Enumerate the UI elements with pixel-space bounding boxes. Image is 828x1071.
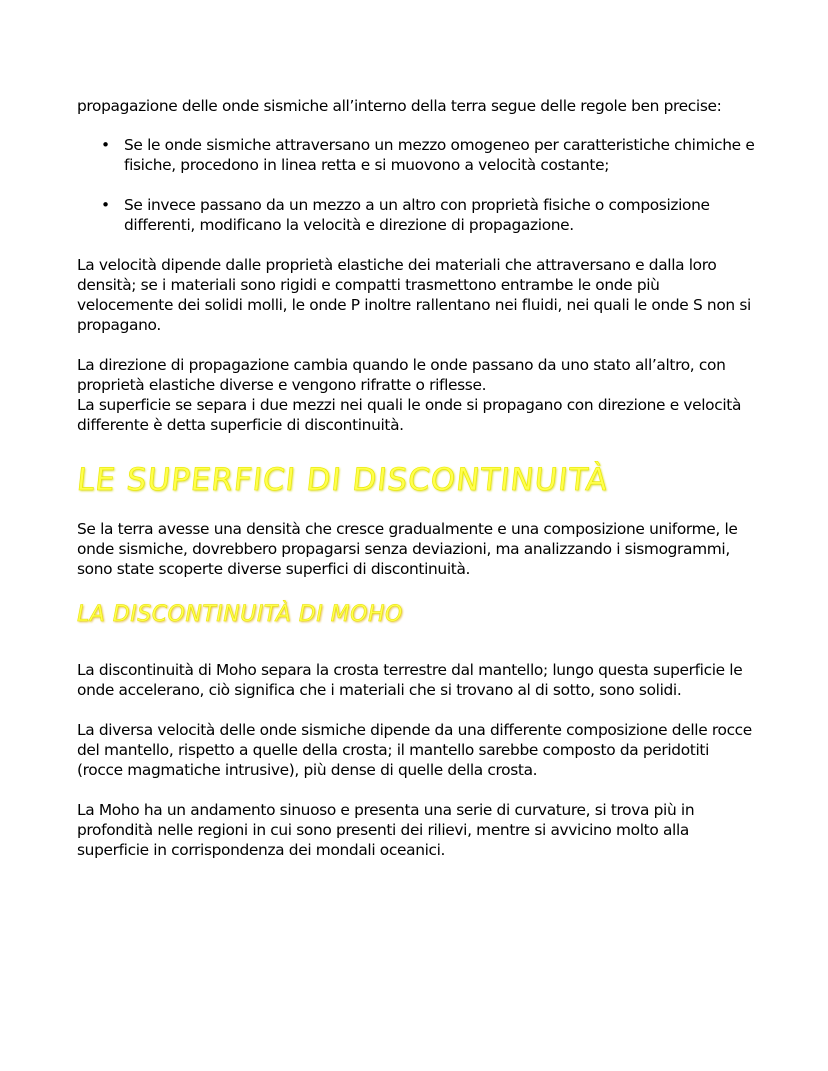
list-item-text: Se invece passano da un mezzo a un altro con proprietà fisiche o composizione differenti, modificano la velocità e direzione di propagazione. bbox=[124, 196, 710, 234]
section-title-discontinuity-surfaces: LE SUPERFICI DI DISCONTINUITÀ bbox=[75, 462, 611, 498]
rules-list bbox=[77, 135, 757, 235]
document-page bbox=[77, 96, 757, 860]
bullet-icon: • bbox=[101, 196, 110, 214]
surface-paragraph: La superficie se separa i due mezzi nei quali le onde si propagano con direzione e velocità differente è detta superficie di discontinuità. bbox=[77, 396, 742, 434]
list-item bbox=[77, 195, 757, 235]
velocity-paragraph: La velocità dipende dalle proprietà elastiche dei materiali che attraversano e dalla loro densità; se i materiali sono rigidi e compatti trasmettono entrambe le onde più velocemente dei solidi molli, le onde P inoltre rallentano nei fluidi, nei quali le onde S non si propagano. bbox=[77, 256, 751, 334]
bullet-icon: • bbox=[101, 136, 110, 154]
section-title-moho: LA DISCONTINUITÀ DI MOHO bbox=[77, 602, 403, 627]
section1-paragraph: Se la terra avesse una densità che cresce gradualmente e una composizione uniforme, le onde sismiche, dovrebbero propagarsi senza deviazioni, ma analizzando i sismogrammi, sono state scoperte diverse superfici di discontinuità. bbox=[77, 520, 738, 578]
moho-paragraph-3: La Moho ha un andamento sinuoso e presenta una serie di curvature, si trova più in profondità nelle regioni in cui sono presenti dei rilievi, mentre si avvicino molto alla superficie in corrispondenza dei mondali oceanici. bbox=[77, 801, 695, 859]
direction-paragraph: La direzione di propagazione cambia quando le onde passano da uno stato all’altro, con proprietà elastiche diverse e vengono rifratte o riflesse. bbox=[77, 356, 726, 394]
moho-paragraph-2: La diversa velocità delle onde sismiche dipende da una differente composizione delle rocce del mantello, rispetto a quelle della crosta; il mantello sarebbe composto da peridotiti (rocce magmatiche intrusive), più dense di quelle della crosta. bbox=[77, 721, 752, 779]
moho-paragraph-1: La discontinuità di Moho separa la crosta terrestre dal mantello; lungo questa superficie le onde accelerano, ciò significa che i materiali che si trovano al di sotto, sono solidi. bbox=[77, 661, 743, 699]
list-item bbox=[77, 135, 757, 175]
list-item-text: Se le onde sismiche attraversano un mezzo omogeneo per caratteristiche chimiche e fisiche, procedono in linea retta e si muovono a velocità costante; bbox=[124, 136, 755, 174]
intro-paragraph: propagazione delle onde sismiche all’interno della terra segue delle regole ben precise: bbox=[77, 97, 722, 115]
